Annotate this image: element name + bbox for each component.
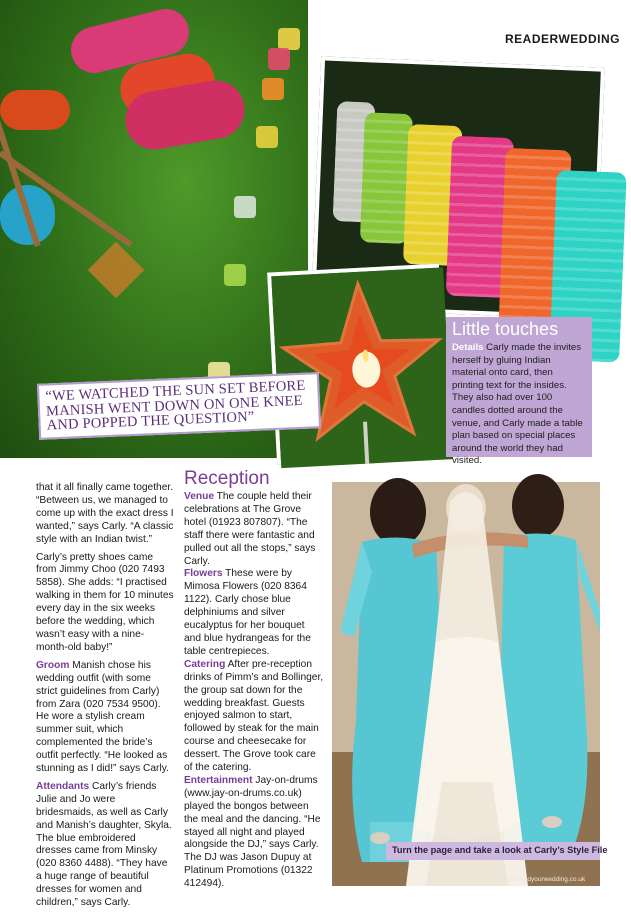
section-tag: READERWEDDING <box>505 32 620 46</box>
attendants-text: Carly’s friends Julie and Jo were bridesmaids, as well as Carly and Manish’s daughter, Skyla. The blue embroidered dresses came from Minsky (020 8360 4488). “They have a huge range of beautiful dresses for women and children,” says Carly. <box>36 780 172 909</box>
pull-quote: “WE WATCHED THE SUN SET BEFORE MANISH WENT DOWN ON ONE KNEE AND POPPED THE QUESTION” <box>37 372 321 439</box>
votive-candle <box>224 264 246 286</box>
flowers-text: These were by Mimosa Flowers (020 8364 1122). Carly chose blue delphiniums and silver eucalyptus for her bouquet and blue hydrangeas for the table centrepieces. <box>184 568 311 657</box>
venue-text: The couple held their celebrations at The Grove hotel (01923 807807). “The staff there were fantastic and pulled out all the stops,” says Carly. <box>184 491 316 567</box>
star-decoration <box>88 242 145 299</box>
groom-heading: Groom <box>36 659 70 671</box>
star-candle-icon <box>271 267 453 468</box>
details-lead: Details <box>452 342 484 353</box>
votive-candle <box>262 78 284 100</box>
votive-candle <box>278 28 300 50</box>
catering-text: After pre-reception drinks of Pimm’s and Bollinger, the group sat down for the wedding breakfast. Guests enjoyed salmon to start, followed by steak for the main course and cheesecake for dessert. The Grove took care of the catering. <box>184 658 324 774</box>
paragraph: that it all finally came together. “Between us, we managed to come up with the exact dress I wanted,” says Carly. “A classic style with an Indian twist.” <box>36 482 174 545</box>
little-touches-panel <box>446 317 592 467</box>
left-text-column <box>36 482 174 915</box>
little-touches-body <box>452 342 586 468</box>
votive-candle <box>256 126 278 148</box>
photo-caption: Turn the page and take a look at Carly’s Style File <box>392 845 608 855</box>
attendants-paragraph <box>36 781 174 910</box>
venue-paragraph <box>184 491 324 568</box>
reception-column <box>184 468 324 891</box>
entertainment-text: Jay-on-drums (www.jay-on-drums.co.uk) played the bongos between the meal and the dancing. “He stayed all night and played alongside the DJ,” says Carly. The DJ was Jason Dupuy at Platinum Promotions (01322 412494). <box>184 774 321 890</box>
catering-heading: Catering <box>184 658 226 670</box>
bridesmaids-photo <box>332 482 600 886</box>
entertainment-heading: Entertainment <box>184 774 253 786</box>
venue-heading: Venue <box>184 491 215 502</box>
footer-url: www.yourandyourwedding.co.uk <box>492 876 586 883</box>
star-candle-photo <box>267 264 449 465</box>
orange-cushion <box>0 90 70 130</box>
details-text: Carly made the invites herself by gluing Indian material onto card, then printing text for the insides. They also had over 100 candles dotted around the venue, and Carly made a table plan based on special places around the world they had visited. <box>452 342 583 467</box>
paragraph: Carly’s pretty shoes came from Jimmy Choo (020 7493 5858). She adds: “I practised walking in them for 10 minutes every day in the six weeks before the wedding, which wasn’t easy with a nine-month-old baby!” <box>36 551 174 653</box>
attendants-heading: Attendants <box>36 780 90 792</box>
groom-paragraph <box>36 660 174 776</box>
flowers-paragraph <box>184 568 324 658</box>
groom-text: Manish chose his wedding outfit (with some strict guidelines from Carly) from Zara (020 7534 9500). He wore a stylish cream summer suit, which complemented the bride’s outfit perfectly. “He looked as stunning as I did!” says Carly. <box>36 659 169 775</box>
catering-paragraph <box>184 659 324 775</box>
little-touches-title: Little touches <box>452 319 559 339</box>
entertainment-paragraph <box>184 775 324 891</box>
votive-candle <box>234 196 256 218</box>
bride-and-bridesmaids-icon <box>332 482 600 886</box>
votive-candle <box>268 48 290 70</box>
flowers-heading: Flowers <box>184 568 223 580</box>
reception-heading: Reception <box>184 468 270 489</box>
